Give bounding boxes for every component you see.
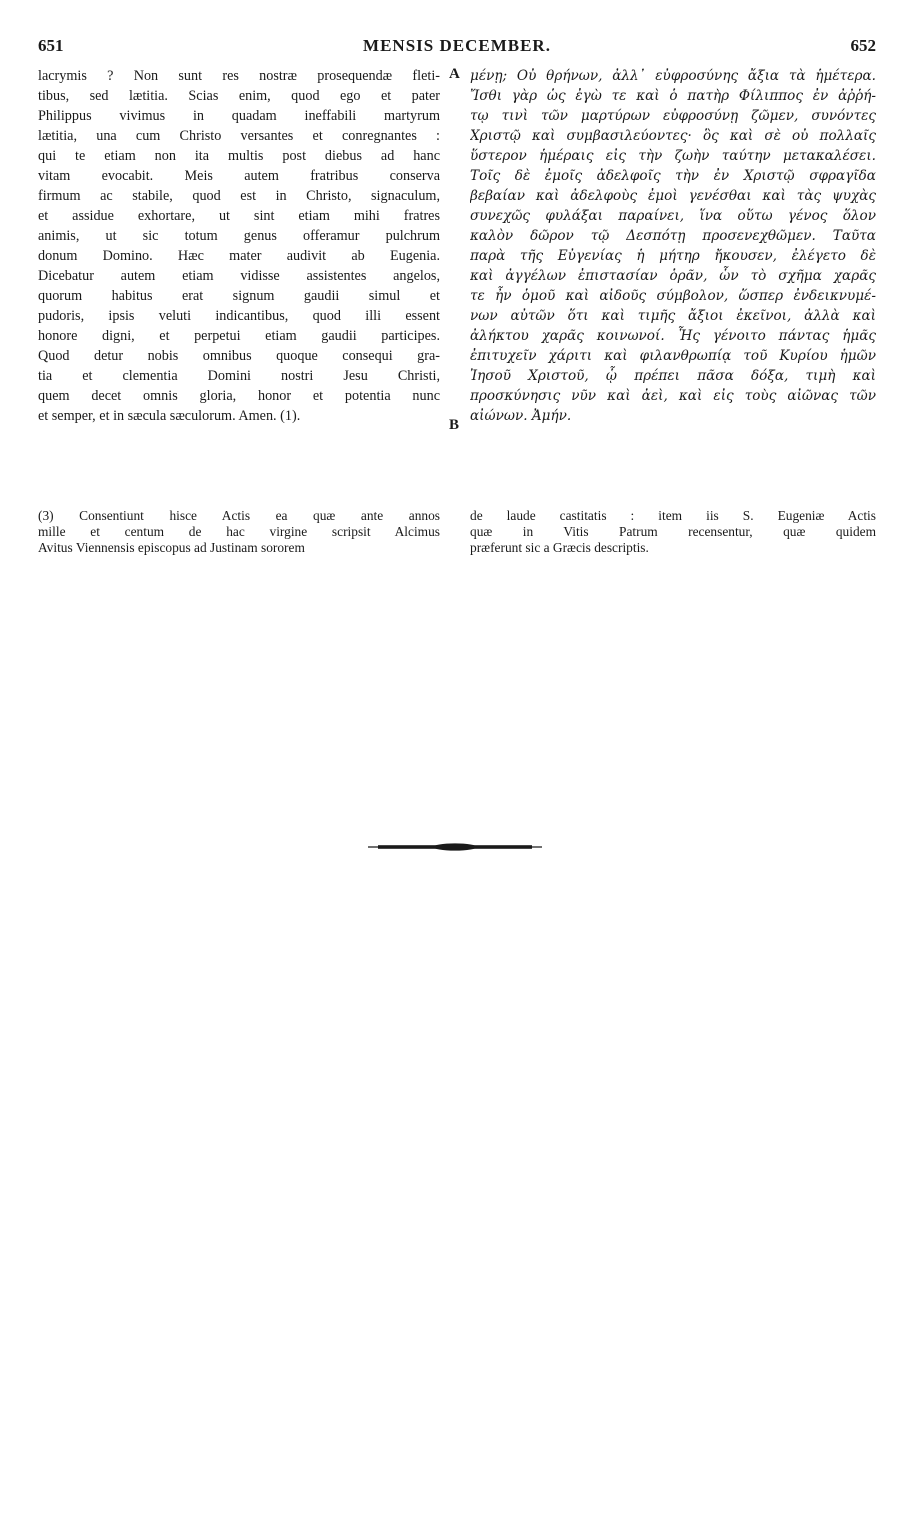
page-number-left: 651 [38,36,64,55]
greek-text-line: Χριστῷ καὶ συμβασιλεύοντες· ὃς καὶ σὲ οὐ πολλαῖς [470,128,876,144]
latin-text-line: honore digni, et perpetui etiam gaudii participes. [38,328,440,344]
greek-text-line: Ἰησοῦ Χριστοῦ, ᾧ πρέπει πᾶσα δόξα, τιμὴ καὶ [470,368,876,384]
greek-text-line: προσκύνησις νῦν καὶ ἀεὶ, καὶ εἰς τοὺς αἰῶνας τῶν [470,388,876,404]
footnote-line: (3) Consentiunt hisce Actis ea quæ ante annos [38,508,440,523]
running-title: MENSIS DECEMBER. [363,36,551,55]
footnote-line: de laude castitatis : item iis S. Eugeniæ Actis [470,508,876,523]
footnote-line: quæ in Vitis Patrum recensentur, quæ quidem [470,524,876,539]
footnote-line: Avitus Viennensis episcopus ad Justinam sororem [38,540,305,555]
footnote-right [470,508,876,556]
latin-text-line: tibus, sed lætitia. Scias enim, quod ego et pater [38,88,440,104]
greek-column [470,66,876,426]
greek-text-line: συνεχῶς φυλάξαι παραίνει, ἵνα οὕτω γένος ὅλον [470,208,876,224]
latin-text-line: quem decet omnis gloria, honor et potentia nunc [38,388,440,404]
latin-text-line: qui te etiam non ita multis post diebus ad hanc [38,148,440,164]
greek-text-line: καὶ ἀγγέλων ἐπιστασίαν ὁρᾶν, ὧν τὸ σχῆμα χαρᾶς [470,268,876,284]
latin-text-line: et assidue exhortare, ut sint etiam mihi fratres [38,208,440,224]
latin-text-line: tia et clementia Domini nostri Jesu Christi, [38,368,440,384]
greek-text-line: νων αὐτῶν ὅτι καὶ τιμῆς ἄξιοι ἐκεῖνοι, ἀλλὰ καὶ [470,308,876,324]
greek-text-line: τε ἦν ὁμοῦ καὶ αἰδοῦς σύμβολον, ὥσπερ ἐνδεικνυμέ- [470,288,876,304]
latin-text-line: vitam evocabit. Meis autem fratribus conserva [38,168,440,184]
latin-text-line: Quod detur nobis omnibus quoque consequi gra- [38,348,440,364]
latin-text-line: Philippus vivimus in quadam ineffabili martyrum [38,108,440,124]
latin-text-line: pudoris, ipsis veluti indicantibus, quod illi essent [38,308,440,324]
latin-text-line: animis, ut sic totum genus offeramur pulchrum [38,228,440,244]
greek-text-line: παρὰ τῆς Εὐγενίας ἡ μήτηρ ἤκουσεν, ἐλέγετο δὲ [470,248,876,264]
latin-text-line: lætitia, una cum Christo versantes et conregnantes : [38,128,440,144]
footnote-line: præferunt sic a Græcis descriptis. [470,540,649,555]
footnote-line: mille et centum de hac virgine scripsit Alcimus [38,524,440,539]
greek-text-line: ἀλήκτου χαρᾶς κοινωνοί. Ἧς γένοιτο πάντας ἡμᾶς [470,328,876,344]
greek-text-line: Τοῖς δὲ ἐμοῖς ἀδελφοῖς τὴν ἐν Χριστῷ σφραγῖδα [470,168,876,184]
latin-column [38,66,440,426]
margin-letter-b: B [449,417,460,433]
margin-letter-a: A [449,66,460,82]
latin-text-line: lacrymis ? Non sunt res nostræ prosequendæ fleti- [38,68,440,84]
latin-text-line: firmum ac stabile, quod est in Christo, signaculum, [38,188,440,204]
latin-text-line: quorum habitus erat signum gaudii simul et [38,288,440,304]
greek-text-line: βεβαίαν καὶ ἀδελφοὺς ἐμοὶ γενέσθαι καὶ τὰς ψυχὰς [470,188,876,204]
greek-text-line: καλὸν δῶρον τῷ Δεσπότῃ προσενεχθῶμεν. Ταῦτα [470,228,876,244]
greek-text-line: αἰώνων. Ἀμήν. [470,408,572,424]
footnote-left [38,508,440,556]
greek-text-line: Ἴσθι γὰρ ὡς ἐγὼ τε καὶ ὁ πατὴρ Φίλιππος ἐν ἀῤῥή- [470,88,876,104]
greek-text-line: ὕστερον ἡμέραις εἰς τὴν ζωὴν ταύτην μετακαλέσει. [470,148,876,164]
greek-text-line: ἐπιτυχεῖν χάριτι καὶ φιλανθρωπίᾳ τοῦ Κυρίου ἡμῶν [470,348,876,364]
greek-text-line: μένῃ; Οὐ θρήνων, ἀλλ᾽ εὐφροσύνης ἄξια τὰ ἡμέτερα. [470,68,876,84]
latin-text-line: et semper, et in sæcula sæculorum. Amen. (1). [38,408,301,424]
page-number-right: 652 [850,36,876,55]
greek-text-line: τῳ τινὶ τῶν μαρτύρων εὐφροσύνῃ ζῶμεν, συνόντες [470,108,876,124]
latin-text-line: donum Domino. Hæc mater audivit ab Eugenia. [38,248,440,264]
page-header [38,36,876,58]
latin-text-line: Dicebatur autem etiam vidisse assistentes angelos, [38,268,440,284]
ornament-divider [368,842,542,852]
